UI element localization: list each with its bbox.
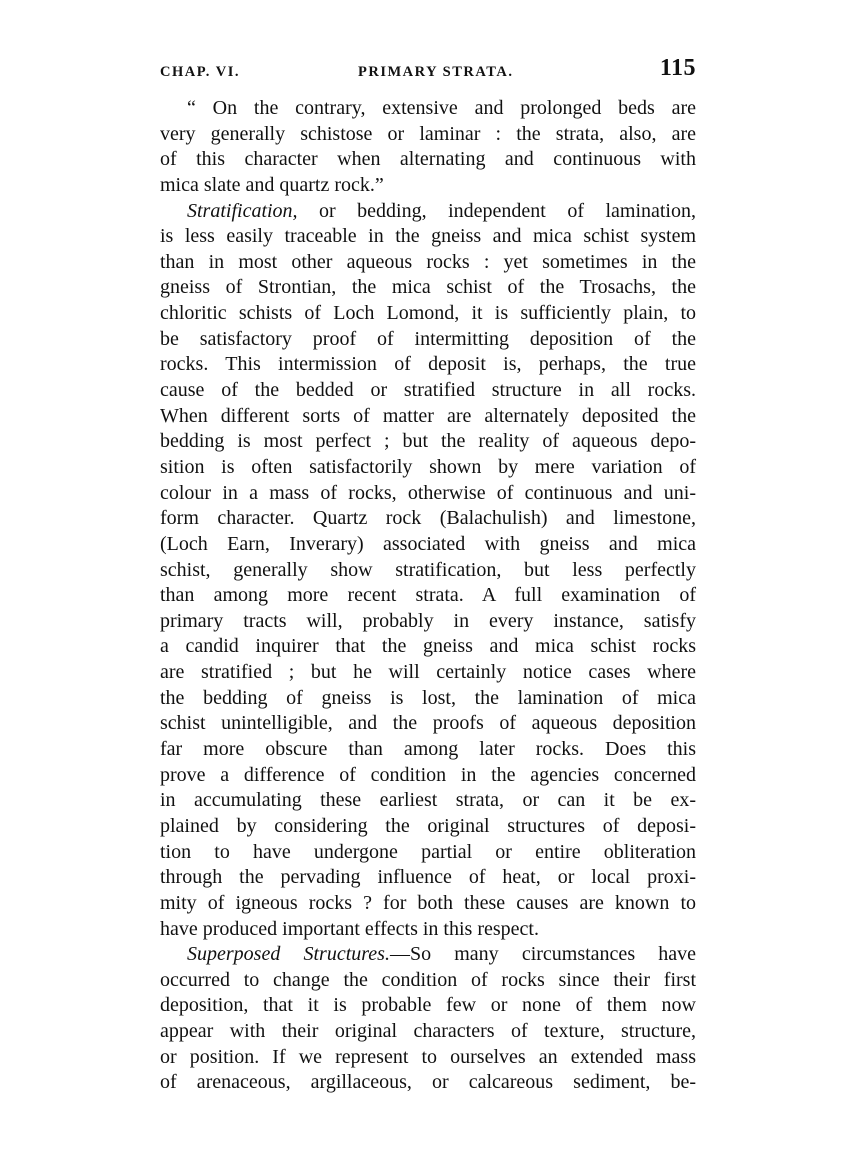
text-line: [160, 558, 696, 584]
line-text: rocks. This intermission of deposit is, perhaps, the true: [160, 353, 696, 376]
line-text: mity of igneous rocks ? for both these causes are known to: [160, 891, 696, 914]
line-text: is less easily traceable in the gneiss and mica schist system: [160, 225, 696, 248]
line-text: are stratified ; but he will certainly notice cases where: [160, 661, 696, 684]
line-text: a candid inquirer that the gneiss and mica schist rocks: [160, 635, 696, 658]
text-line: [160, 609, 696, 635]
line-text: have produced important effects in this respect.: [160, 917, 539, 940]
line-text: or bedding, independent of lamination,: [297, 199, 696, 222]
line-text: cause of the bedded or stratified structure in all rocks.: [160, 379, 696, 402]
line-text: prove a difference of condition in the agencies concerned: [160, 763, 696, 786]
text-line: [160, 737, 696, 763]
line-text: the bedding of gneiss is lost, the lamination of mica: [160, 686, 696, 709]
paragraph-lead-in: Stratification,: [187, 199, 298, 222]
line-text: than in most other aqueous rocks : yet sometimes in the: [160, 250, 696, 273]
line-text: deposition, that it is probable few or none of them now: [160, 994, 696, 1017]
running-title: PRIMARY STRATA.: [358, 64, 514, 80]
text-line: [160, 327, 696, 353]
text-line: [160, 865, 696, 891]
text-line: [160, 481, 696, 507]
line-text: bedding is most perfect ; but the reality of aqueous depo-: [160, 430, 696, 453]
text-line: [160, 1019, 696, 1045]
line-text: “ On the contrary, extensive and prolonged beds are: [187, 97, 696, 119]
text-line: [160, 275, 696, 301]
text-line: [160, 199, 696, 225]
text-line: [160, 711, 696, 737]
line-text: mica slate and quartz rock.”: [160, 173, 384, 196]
line-text: schist unintelligible, and the proofs of aqueous deposition: [160, 712, 696, 735]
running-head: [160, 55, 696, 92]
text-line: [160, 968, 696, 994]
line-text: When different sorts of matter are alternately deposited the: [160, 404, 696, 427]
text-line: [160, 1045, 696, 1071]
line-text: plained by considering the original structures of deposi-: [160, 814, 696, 837]
paragraph-lead-in: Superposed Structures.: [187, 943, 390, 966]
line-text: (Loch Earn, Inverary) associated with gneiss and mica: [160, 532, 696, 555]
text-line: [160, 378, 696, 404]
line-text: than among more recent strata. A full examination of: [160, 584, 696, 607]
line-text: gneiss of Strontian, the mica schist of the Trosachs, the: [160, 276, 696, 299]
text-line: [160, 763, 696, 789]
text-line: [160, 429, 696, 455]
text-line: [160, 506, 696, 532]
line-text: of arenaceous, argillaceous, or calcareous sediment, be-: [160, 1071, 696, 1094]
line-text: primary tracts will, probably in every instance, satisfy: [160, 609, 696, 632]
line-text: —So many circumstances have: [389, 943, 697, 966]
text-line: [160, 455, 696, 481]
text-line: [160, 250, 696, 276]
text-line: [160, 660, 696, 686]
line-text: appear with their original characters of texture, structure,: [160, 1020, 696, 1043]
text-line: [160, 122, 696, 148]
text-line: [160, 147, 696, 173]
line-text: sition is often satisfactorily shown by mere variation of: [160, 455, 696, 478]
text-line: [160, 532, 696, 558]
text-line: [160, 814, 696, 840]
text-line: [160, 96, 696, 122]
body-text: [160, 96, 696, 1096]
line-text: through the pervading influence of heat, or local proxi-: [160, 866, 696, 889]
line-text: or position. If we represent to ourselves an extended mass: [160, 1045, 696, 1068]
line-text: form character. Quartz rock (Balachulish) and limestone,: [160, 507, 696, 530]
text-line: [160, 788, 696, 814]
line-text: far more obscure than among later rocks. Does this: [160, 738, 696, 761]
text-line: [160, 583, 696, 609]
chapter-label: CHAP. VI.: [160, 64, 240, 80]
text-line: [160, 993, 696, 1019]
text-line: [160, 634, 696, 660]
text-line: [160, 224, 696, 250]
line-text: schist, generally show stratification, but less perfectly: [160, 558, 696, 581]
line-text: very generally schistose or laminar : the strata, also, are: [160, 122, 696, 145]
page-number: 115: [659, 55, 696, 81]
text-line: [160, 173, 696, 199]
text-line: [160, 917, 696, 943]
text-line: [160, 840, 696, 866]
line-text: tion to have undergone partial or entire obliteration: [160, 840, 696, 863]
line-text: chloritic schists of Loch Lomond, it is sufficiently plain, to: [160, 302, 696, 325]
text-line: [160, 352, 696, 378]
text-line: [160, 942, 696, 968]
text-line: [160, 686, 696, 712]
line-text: be satisfactory proof of intermitting deposition of the: [160, 327, 696, 350]
line-text: occurred to change the condition of rocks since their first: [160, 968, 696, 991]
line-text: in accumulating these earliest strata, or can it be ex-: [160, 789, 696, 812]
line-text: of this character when alternating and continuous with: [160, 148, 696, 171]
text-line: [160, 404, 696, 430]
line-text: colour in a mass of rocks, otherwise of continuous and uni-: [160, 481, 696, 504]
text-line: [160, 301, 696, 327]
text-line: [160, 891, 696, 917]
text-line: [160, 1070, 696, 1096]
